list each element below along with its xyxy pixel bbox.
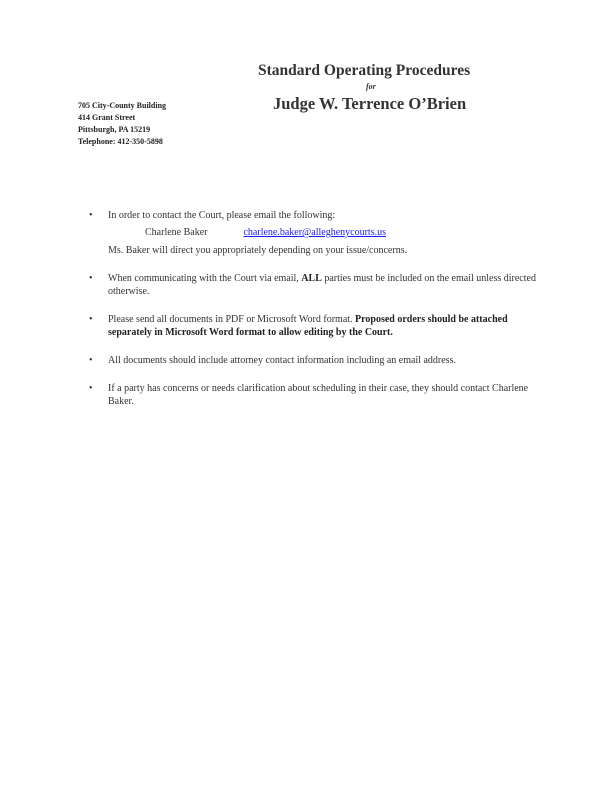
list-item-document-format	[89, 313, 539, 339]
list-item-text-end: parties must be included on the email unless directed otherwise.	[108, 273, 536, 297]
list-item-contact	[89, 209, 539, 257]
judge-name: Judge W. Terrence O’Brien	[273, 94, 467, 113]
bullet-icon: •	[89, 273, 93, 284]
bullet-icon: •	[89, 355, 93, 366]
contact-name: Charlene Baker	[145, 227, 208, 238]
list-item-attorney-contact	[89, 354, 539, 367]
document-title: Standard Operating Procedures	[258, 62, 471, 79]
contact-email-link[interactable]: charlene.baker@alleghenycourts.us	[243, 227, 386, 238]
list-item-followup: Ms. Baker will direct you appropriately depending on your issue/concerns.	[108, 245, 408, 256]
address-block	[78, 100, 166, 148]
list-item-bold-text: ALL	[301, 273, 322, 284]
for-label: for	[366, 82, 376, 91]
address-line-building: 705 City-County Building	[78, 101, 167, 110]
list-item-text: If a party has concerns or needs clarification about scheduling in their case, they should contact Charlene Baker.	[108, 383, 529, 407]
contact-row	[108, 226, 539, 239]
list-item-text: When communicating with the Court via email,	[108, 273, 302, 284]
address-line-city: Pittsburgh, PA 15219	[78, 125, 151, 134]
address-line-telephone: Telephone: 412-350-5898	[78, 137, 163, 146]
list-item-bold-text: Proposed orders should be attached separately in Microsoft Word format to allow editing by the Court.	[108, 314, 508, 338]
procedures-list	[89, 209, 539, 423]
list-item-text: In order to contact the Court, please email the following:	[108, 210, 336, 221]
list-item-text: Please send all documents in PDF or Microsoft Word format.	[108, 314, 356, 325]
address-line-street: 414 Grant Street	[78, 113, 136, 122]
bullet-icon: •	[89, 314, 93, 325]
bullet-icon: •	[89, 383, 93, 394]
list-item-scheduling	[89, 382, 539, 408]
list-item-text: All documents should include attorney contact information including an email address.	[108, 355, 456, 366]
bullet-icon: •	[89, 210, 93, 221]
list-item-email-parties	[89, 272, 539, 298]
